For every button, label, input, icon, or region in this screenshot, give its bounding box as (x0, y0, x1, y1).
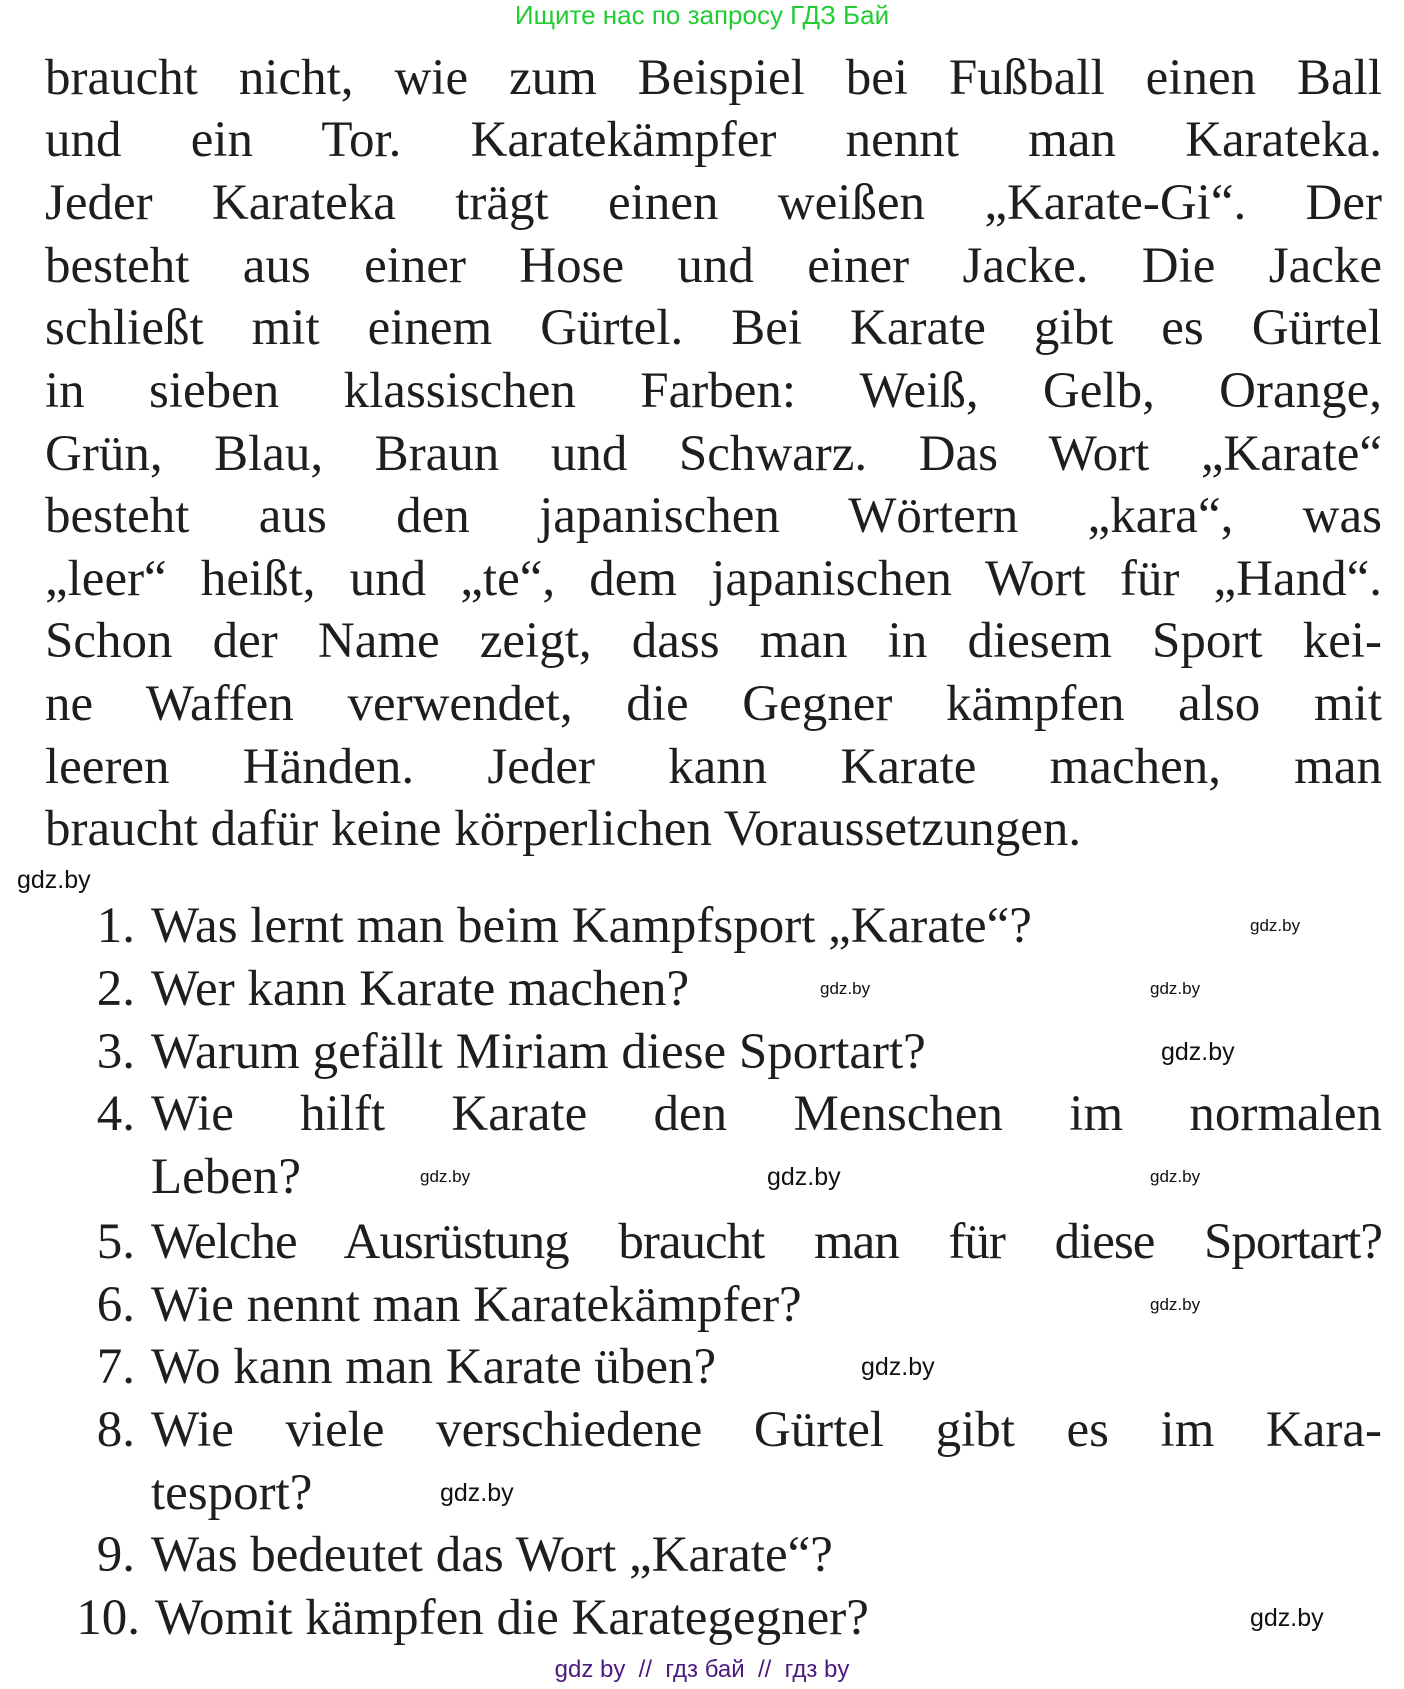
text-line: ne Waffen verwendet, die Gegner kämpfen also mit (45, 676, 1382, 732)
question-text-continued: Leben? (151, 1149, 302, 1205)
watermark: gdz.by (1150, 979, 1201, 998)
text-line: braucht nicht, wie zum Beispiel bei Fußball einen Ball (45, 50, 1382, 106)
watermark: gdz.by (17, 866, 91, 894)
question-number: 5. (96, 1214, 135, 1270)
question-text: Wie viele verschiedene Gürtel gibt es im Kara- (151, 1402, 1382, 1458)
text-line: leeren Händen. Jeder kann Karate machen, man (45, 739, 1382, 795)
watermark: gdz.by (440, 1479, 514, 1507)
watermark: gdz.by (861, 1353, 935, 1381)
question-number: 4. (96, 1086, 135, 1142)
question-text: Wer kann Karate machen? (151, 961, 690, 1017)
question-number: 7. (96, 1339, 135, 1395)
watermark: gdz.by (420, 1167, 471, 1186)
footer-links: gdz by // гдз бай // гдз by (554, 1656, 850, 1683)
question-text: Wo kann man Karate üben? (151, 1339, 717, 1395)
text-line: Jeder Karateka trägt einen weißen „Karate-Gi“. Der (45, 175, 1382, 231)
watermark: gdz.by (767, 1163, 841, 1191)
question-text: Womit kämpfen die Karategegner? (155, 1590, 869, 1646)
question-number: 9. (96, 1527, 135, 1583)
text-line: schließt mit einem Gürtel. Bei Karate gibt es Gürtel (45, 300, 1382, 356)
question-text-continued: tesport? (151, 1465, 313, 1521)
watermark: gdz.by (820, 979, 871, 998)
search-banner: Ищите нас по запросу ГДЗ Бай (514, 0, 890, 30)
question-number: 2. (96, 961, 135, 1017)
question-number: 10. (76, 1590, 140, 1646)
question-text: Wie nennt man Karatekämpfer? (151, 1277, 802, 1333)
question-number: 6. (96, 1277, 135, 1333)
question-number: 1. (96, 898, 135, 954)
text-line: besteht aus einer Hose und einer Jacke. Die Jacke (45, 238, 1382, 294)
text-line: und ein Tor. Karatekämpfer nennt man Karateka. (45, 112, 1382, 168)
watermark: gdz.by (1161, 1038, 1235, 1066)
text-line: besteht aus den japanischen Wörtern „kara“, was (45, 488, 1382, 544)
text-line: Schon der Name zeigt, dass man in diesem Sport kei- (45, 613, 1382, 669)
question-text: Warum gefällt Miriam diese Sportart? (151, 1024, 926, 1080)
question-text: Welche Ausrüstung braucht man für diese Sportart? (151, 1214, 1382, 1270)
watermark: gdz.by (1250, 1604, 1324, 1632)
question-number: 8. (96, 1402, 135, 1458)
question-number: 3. (96, 1024, 135, 1080)
watermark: gdz.by (1250, 916, 1301, 935)
text-line: in sieben klassischen Farben: Weiß, Gelb, Orange, (45, 363, 1382, 419)
question-text: Was bedeutet das Wort „Karate“? (151, 1527, 833, 1583)
text-line: Grün, Blau, Braun und Schwarz. Das Wort „Karate“ (45, 426, 1382, 482)
watermark: gdz.by (1150, 1295, 1201, 1314)
watermark: gdz.by (1150, 1167, 1201, 1186)
text-line: „leer“ heißt, und „te“, dem japanischen Wort für „Hand“. (45, 551, 1382, 607)
question-text: Wie hilft Karate den Menschen im normalen (151, 1086, 1382, 1142)
text-line: braucht dafür keine körperlichen Voraussetzungen. (45, 801, 1082, 857)
question-text: Was lernt man beim Kampfsport „Karate“? (151, 898, 1032, 954)
